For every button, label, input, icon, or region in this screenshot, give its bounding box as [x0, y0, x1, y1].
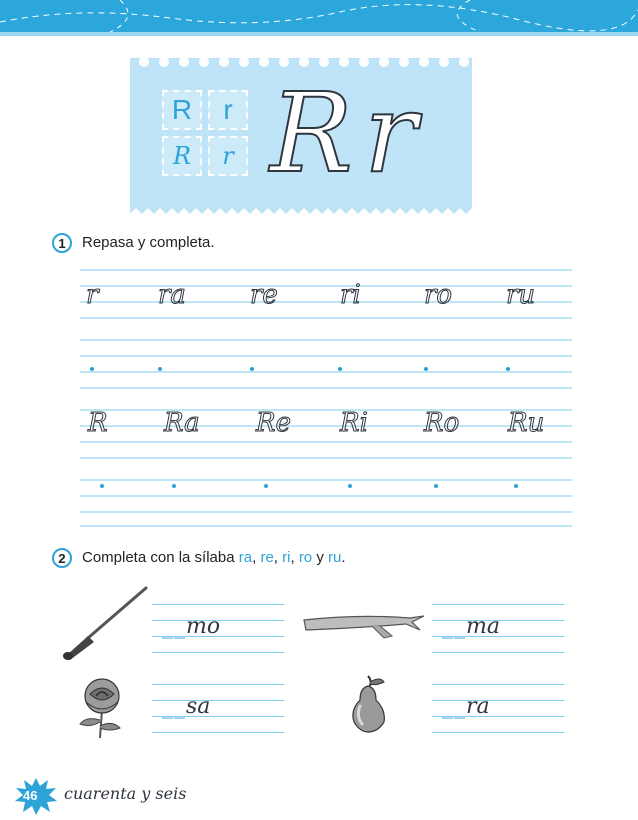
start-dot — [424, 367, 428, 371]
start-dot — [348, 484, 352, 488]
start-dot — [90, 367, 94, 371]
page-number-text: cuarenta y seis — [64, 784, 187, 803]
start-dot — [250, 367, 254, 371]
trace-ri: ri — [340, 280, 361, 310]
trace-upper-ru: Ru — [508, 408, 545, 438]
cursive-lower-letter: r — [222, 142, 234, 170]
trace-upper-ra: Ra — [164, 408, 200, 438]
start-dot — [172, 484, 176, 488]
word-suffix: sa — [186, 694, 211, 719]
rule-line — [152, 604, 284, 605]
trace-upper-r: R — [88, 408, 108, 438]
instruction-end: . — [341, 549, 346, 566]
print-lower-box — [208, 90, 248, 130]
trace-upper-ri: Ri — [340, 408, 368, 438]
trace-re: re — [250, 280, 278, 310]
rule-line — [152, 732, 284, 733]
letter-tag — [130, 48, 472, 220]
start-dot — [158, 367, 162, 371]
blank-line[interactable]: __ — [442, 694, 466, 719]
rose-icon — [72, 676, 136, 742]
cursive-upper-box — [162, 136, 202, 176]
cursive-upper-letter: R — [172, 142, 192, 170]
instruction-prefix: Completa con la sílaba — [82, 549, 239, 566]
instruction-separator: , — [290, 549, 299, 566]
start-dot — [434, 484, 438, 488]
word-blank-4[interactable] — [442, 694, 490, 719]
print-lower-letter: r — [223, 94, 233, 125]
trace-ro: ro — [424, 280, 453, 310]
syllable-ri: ri — [282, 549, 291, 566]
top-band — [0, 0, 638, 36]
instruction-separator: , — [252, 549, 261, 566]
syllable-ro: ro — [298, 549, 313, 566]
word-blank-3[interactable] — [162, 694, 210, 719]
word-suffix: mo — [186, 614, 221, 639]
pear-icon — [346, 672, 390, 734]
trace-r: r — [86, 280, 99, 310]
rule-line — [432, 604, 564, 605]
big-cursive-lower: r — [364, 69, 417, 197]
writing-lines — [80, 268, 572, 528]
word-suffix: ra — [466, 694, 490, 719]
trace-ru: ru — [506, 280, 536, 310]
instruction-separator: , — [273, 549, 283, 566]
word-blank-1[interactable] — [162, 614, 220, 639]
start-dot — [506, 367, 510, 371]
blank-line[interactable]: __ — [162, 694, 186, 719]
exercise-2-number: 2 — [52, 548, 72, 568]
word-suffix: ma — [466, 614, 500, 639]
blank-line[interactable]: __ — [442, 614, 466, 639]
blank-line[interactable]: __ — [162, 614, 186, 639]
exercise-1-instruction: Repasa y completa. — [82, 234, 215, 251]
brush-icon — [58, 584, 150, 664]
start-dot — [514, 484, 518, 488]
branch-icon — [300, 608, 428, 644]
rule-line — [152, 652, 284, 653]
print-upper-letter: R — [171, 94, 193, 125]
page-number: 46 — [23, 788, 38, 803]
big-cursive-upper: R — [270, 69, 353, 197]
syllable-ru: ru — [328, 549, 342, 566]
trace-ra: ra — [158, 280, 186, 310]
word-blank-2[interactable] — [442, 614, 500, 639]
exercise-2-instruction — [82, 549, 346, 566]
syllable-ra: ra — [238, 549, 253, 566]
exercise-1-number: 1 — [52, 233, 72, 253]
rule-line — [432, 652, 564, 653]
rule-line — [152, 684, 284, 685]
instruction-separator: y — [312, 549, 328, 566]
trace-upper-ro: Ro — [424, 408, 460, 438]
print-upper-box — [162, 90, 202, 130]
syllable-re: re — [260, 549, 274, 566]
cursive-lower-box — [208, 136, 248, 176]
start-dot — [100, 484, 104, 488]
rule-line — [432, 732, 564, 733]
rule-line — [432, 684, 564, 685]
start-dot — [338, 367, 342, 371]
trace-upper-re: Re — [256, 408, 291, 438]
start-dot — [264, 484, 268, 488]
